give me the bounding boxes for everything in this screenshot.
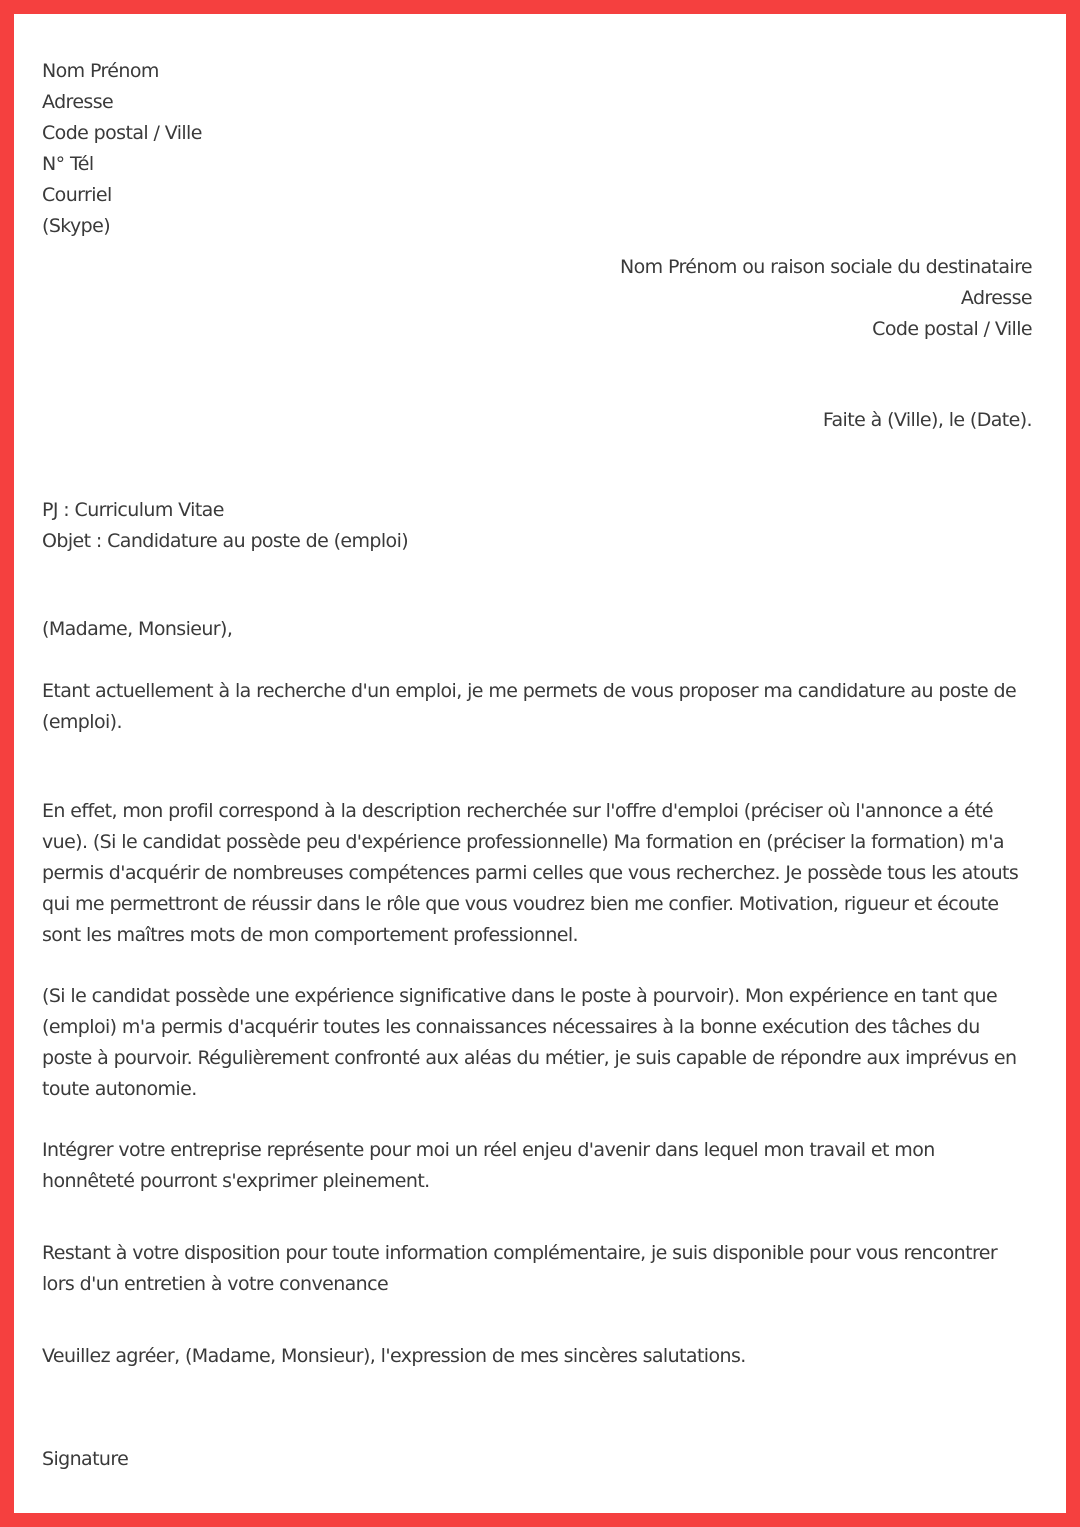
signature (42, 1444, 1032, 1475)
sender-postal-city: Code postal / Ville (42, 122, 202, 144)
closing-text: Veuillez agréer, (Madame, Monsieur), l'expression de mes sincères salutations. (42, 1345, 746, 1367)
closing (42, 1341, 1032, 1372)
place-date (42, 405, 1032, 436)
paragraph-experience: (Si le candidat possède une expérience significative dans le poste à pourvoir). Mon expérience en tant que (emploi) m'a permis d'acquérir toutes les connaissances nécessaires à la bonne exécution des tâches du poste à pourvoir. Régulièrement confronté aux aléas du métier, je suis capable de répondre aux imprévus en toute autonomie. (42, 985, 1017, 1100)
signature-text: Signature (42, 1448, 129, 1470)
salutation-text: (Madame, Monsieur), (42, 618, 233, 640)
recipient-address: Adresse (960, 287, 1032, 309)
recipient-block (42, 252, 1032, 345)
paragraph-profile: En effet, mon profil correspond à la description recherchée sur l'offre d'emploi (préciser où l'annonce a été vue). (Si le candidat possède peu d'expérience professionnelle) Ma formation en (préciser la formation) m'a permis d'acquérir de nombreuses compétences parmi celles que vous recherchez. Je possède tous les atouts qui me permettront de réussir dans le rôle que vous voudrez bien me confier. Motivation, rigueur et écoute sont les maîtres mots de mon comportement professionnel. (42, 800, 1019, 946)
attachments-line: PJ : Curriculum Vitae (42, 499, 224, 521)
sender-phone: N° Tél (42, 153, 94, 175)
subject-line: Objet : Candidature au poste de (emploi) (42, 530, 409, 552)
reference-block (42, 495, 1032, 557)
place-date-text: Faite à (Ville), le (Date). (822, 409, 1032, 431)
sender-name: Nom Prénom (42, 60, 159, 82)
sender-email: Courriel (42, 184, 112, 206)
recipient-postal-city: Code postal / Ville (872, 318, 1032, 340)
sender-block (42, 56, 1032, 242)
sender-skype: (Skype) (42, 215, 111, 237)
paragraph-motivation: Intégrer votre entreprise représente pour moi un réel enjeu d'avenir dans lequel mon travail et mon honnêteté pourront s'exprimer pleinement. (42, 1139, 935, 1192)
paragraph-intro: Etant actuellement à la recherche d'un emploi, je me permets de vous proposer ma candidature au poste de (emploi). (42, 680, 1017, 733)
paragraph-availability: Restant à votre disposition pour toute information complémentaire, je suis disponible pour vous rencontrer lors d'un entretien à votre convenance (42, 1242, 998, 1295)
letter-page (14, 14, 1066, 1513)
sender-address: Adresse (42, 91, 114, 113)
salutation (42, 614, 1032, 645)
recipient-name: Nom Prénom ou raison sociale du destinataire (619, 256, 1032, 278)
